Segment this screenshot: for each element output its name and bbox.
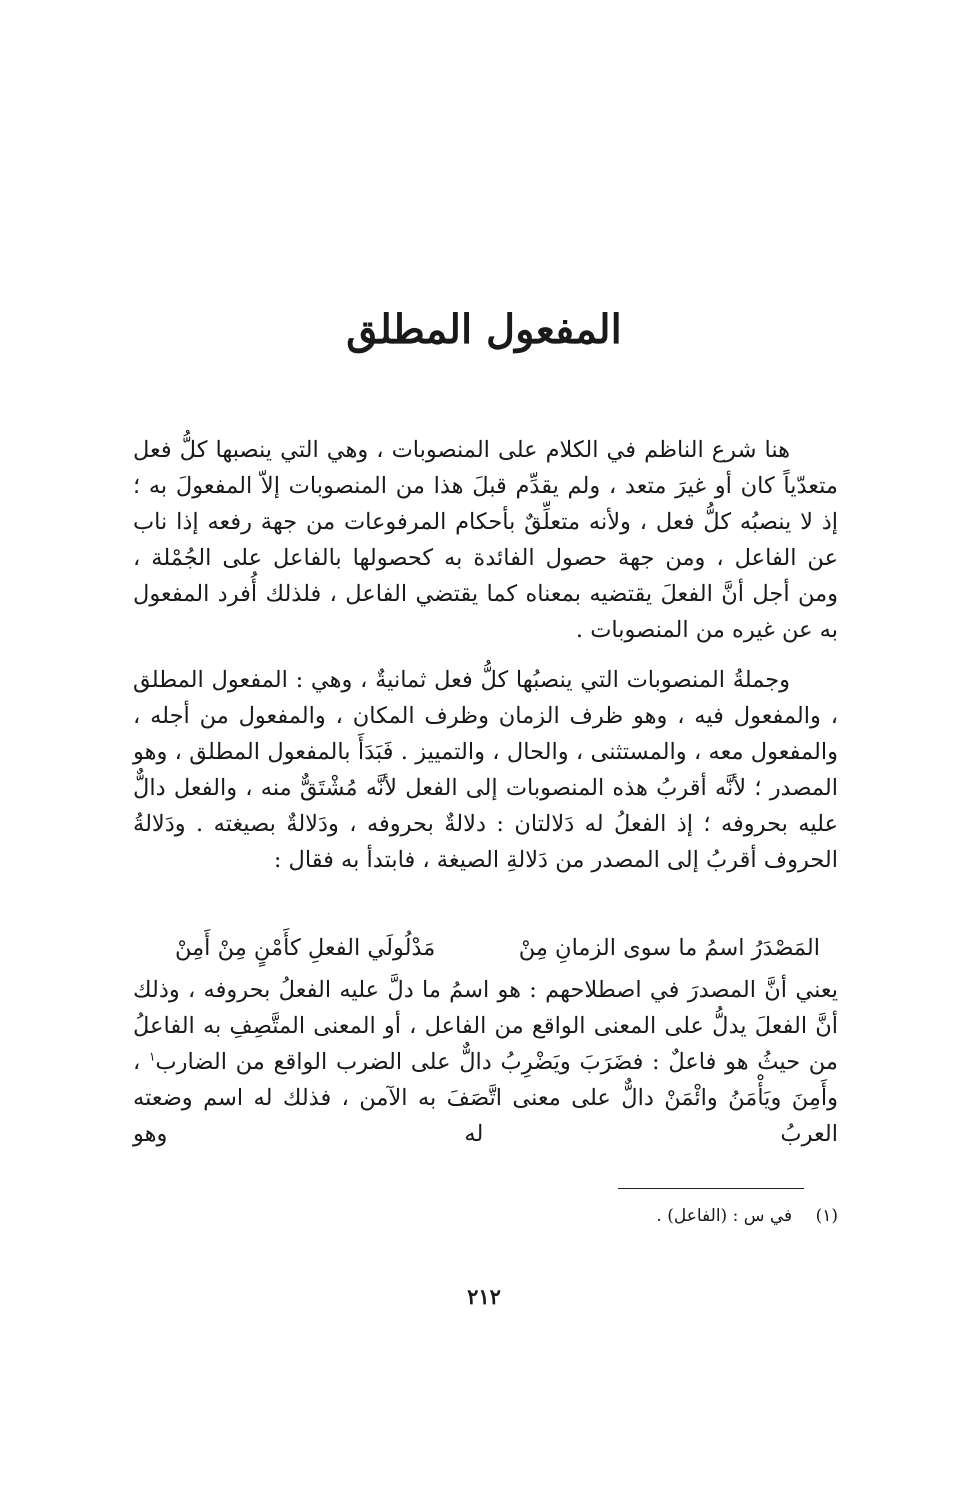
paragraph-1: هنا شرع الناظم في الكلام على المنصوبات ، وهي التي ينصبها كلُّ فعل متعدّياً كان أو غيرَ متعد ، ولم يقدِّم قبلَ هذا من المنصوبات إلاّ المفعولَ به ؛ إذ لا ينصبُه كلُّ فعل ، ولأنه متعلِّقٌ بأحكام المرفوعات من جهة رفعه إذا ناب عن الفاعل ، ومن جهة حصول الفائدة به كحصولها بالفاعل على الجُمْلة ، ومن أجل أنَّ الفعلَ يقتضيه بمعناه كما يقتضي الفاعل ، فلذلك أُفرد المفعول به عن غيره من المنصوبات .	[133, 437, 838, 643]
paragraph-3	[133, 972, 838, 1152]
footnote	[656, 1202, 838, 1230]
verse-first-hemistich: المَصْدَرُ اسمُ ما سوى الزمانِ مِنْ	[518, 935, 820, 961]
verse-second-hemistich: مَدْلُولَي الفعلِ كأَمْنٍ مِنْ أَمِنْ	[175, 935, 436, 961]
footnote-marker: (١)	[815, 1206, 838, 1226]
paragraph-3-text-before: يعني أنَّ المصدرَ في اصطلاحهم : هو اسمُ ما دلَّ عليه الفعلُ بحروفه ، وذلك أنَّ الفعلَ يدلُّ على المعنى الواقع من الفاعل ، أو المعنى المتَّصِفِ به الفاعلُ من حيثُ هو فاعلٌ : فضَرَبَ ويَضْرِبُ دالٌّ على الضرب الواقع من الضارب	[133, 977, 838, 1075]
footnote-divider	[618, 1188, 804, 1189]
paragraph-2: وجملةُ المنصوبات التي ينصبُها كلُّ فعل ثمانيةٌ ، وهي : المفعول المطلق ، والمفعول فيه ، وهو ظرف الزمان وظرف المكان ، والمفعول من أجله ، والمفعول معه ، والمستثنى ، والحال ، والتمييز . فَبَدَأَ بالمفعول المطلق ، وهو المصدر ؛ لأنَّه أقربُ هذه المنصوبات إلى الفعل لأنَّه مُشْتَقٌّ منه ، والفعل دالٌّ عليه بحروفه ؛ إذ الفعلُ له دَلالتان : دلالةٌ بحروفه ، ودَلالةٌ بصيغته . ودَلالةُ الحروف أقربُ إلى المصدر من دَلالةِ الصيغة ، فابتدأ به فقال :	[133, 667, 838, 873]
footnote-text: في س : (الفاعل) .	[656, 1206, 793, 1226]
page-number: ٢١٢	[467, 1284, 501, 1309]
paragraph-3-text-after: ، وأَمِنَ ويَأْمَنُ وائْمَنْ دالٌّ على معنى اتَّصَفَ به الآمن ، فذلك له اسم وضعته العربُ له وهو	[133, 1049, 838, 1147]
footnote-reference: ١	[148, 1049, 156, 1064]
poetry-verse	[150, 928, 820, 968]
chapter-title: المفعول المطلق	[346, 306, 622, 353]
